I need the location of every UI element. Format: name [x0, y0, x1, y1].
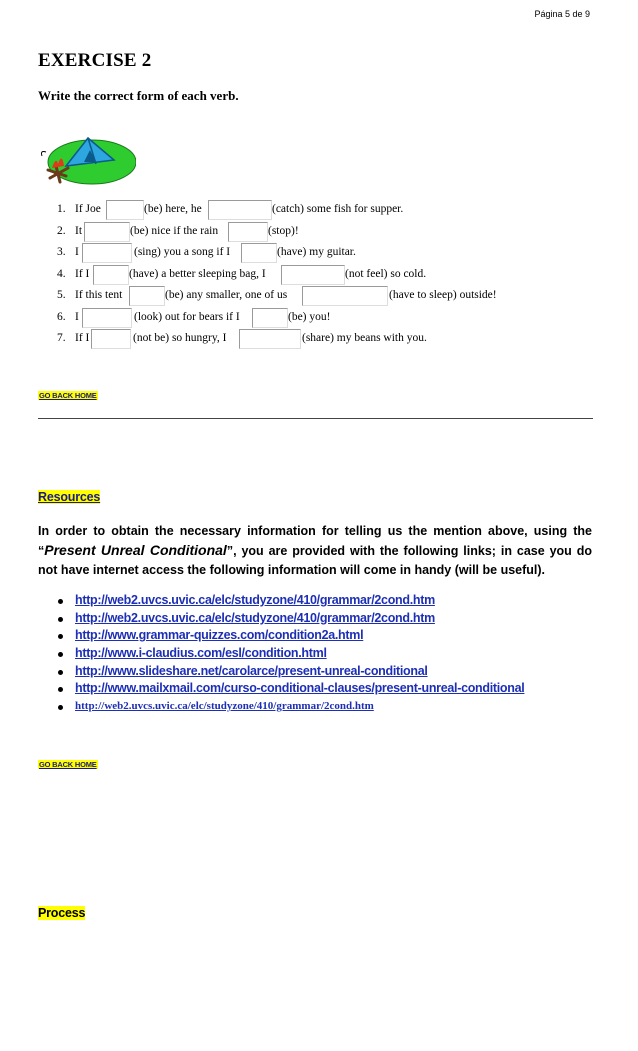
resource-link[interactable]: http://www.mailxmail.com/curso-conditional-clauses/present-unreal-conditional: [75, 681, 525, 696]
bullet-icon: [58, 687, 63, 692]
para-text: In order to obtain the necessary information for telling us the mention above, using the “: [38, 524, 592, 558]
bullet-icon: [58, 617, 63, 622]
answer-input[interactable]: [208, 200, 272, 220]
process-heading: Process: [38, 906, 86, 920]
item-text: If Joe: [75, 203, 101, 215]
item-text: (be) any smaller, one of us: [165, 289, 288, 301]
answer-input[interactable]: [239, 329, 301, 349]
bullet-icon: [58, 705, 63, 710]
bullet-icon: [58, 670, 63, 675]
item-number: 6.: [57, 310, 66, 323]
item-number: 1.: [57, 203, 66, 215]
answer-input[interactable]: [129, 286, 165, 306]
item-text: (catch) some fish for supper.: [272, 203, 404, 215]
resources-heading[interactable]: Resources: [38, 490, 101, 504]
bullet-icon: [58, 599, 63, 604]
answer-input[interactable]: [252, 308, 288, 328]
item-text: (have) my guitar.: [277, 246, 356, 258]
item-text: (be) you!: [288, 310, 331, 323]
resource-link[interactable]: http://www.grammar-quizzes.com/condition2a.html: [75, 628, 364, 643]
item-text: (not feel) so cold.: [345, 267, 427, 280]
exercise-instruction: Write the correct form of each verb.: [38, 88, 239, 103]
resource-link[interactable]: http://web2.uvcs.uvic.ca/elc/studyzone/410/grammar/2cond.htm: [75, 700, 374, 713]
item-number: 7.: [57, 332, 66, 344]
item-number: 3.: [57, 246, 66, 258]
item-text: (look) out for bears if I: [134, 310, 240, 323]
resource-link[interactable]: http://www.i-claudius.com/esl/condition.html: [75, 646, 327, 661]
resources-paragraph: [38, 522, 592, 580]
para-text: ”, you are provided with the following links; in case you do not have internet access the following information will come in handy (will be useful).: [38, 544, 592, 577]
item-text: It: [75, 224, 83, 237]
answer-input[interactable]: [82, 308, 132, 328]
item-text: (be) nice if the rain: [130, 224, 219, 237]
item-text: If this tent: [75, 289, 123, 301]
bullet-icon: [58, 652, 63, 657]
item-text: (share) my beans with you.: [302, 332, 427, 344]
answer-input[interactable]: [84, 222, 130, 242]
item-number: 4.: [57, 267, 66, 280]
item-text: If I: [75, 267, 90, 280]
item-text: If I: [75, 332, 90, 344]
exercise-title: EXERCISE 2: [38, 50, 152, 71]
item-number: 5.: [57, 289, 66, 301]
go-back-home-link[interactable]: GO BACK HOME: [39, 760, 97, 769]
item-text: I: [75, 246, 79, 258]
answer-input[interactable]: [241, 243, 277, 263]
answer-input[interactable]: [82, 243, 132, 263]
answer-input[interactable]: [106, 200, 144, 220]
resource-link[interactable]: http://web2.uvcs.uvic.ca/elc/studyzone/410/grammar/2cond.htm: [75, 610, 435, 625]
answer-input[interactable]: [228, 222, 268, 242]
para-emphasis: Present Unreal Conditional: [44, 542, 227, 558]
item-text: (sing) you a song if I: [134, 246, 231, 258]
item-number: 2.: [57, 224, 66, 237]
item-text: (have to sleep) outside!: [389, 289, 497, 301]
item-text: (stop)!: [268, 224, 299, 237]
camping-tent-campfire-icon: [36, 130, 136, 186]
answer-input[interactable]: [302, 286, 388, 306]
bullet-icon: [58, 634, 63, 639]
item-text: (not be) so hungry, I: [133, 332, 227, 344]
item-text: (have) a better sleeping bag, I: [129, 267, 266, 280]
answer-input[interactable]: [93, 265, 129, 285]
answer-input[interactable]: [281, 265, 345, 285]
item-text: I: [75, 310, 79, 323]
go-back-home-link[interactable]: GO BACK HOME: [39, 391, 97, 400]
resource-link[interactable]: http://web2.uvcs.uvic.ca/elc/studyzone/410/grammar/2cond.htm: [75, 593, 435, 607]
page-number: Página 5 de 9: [534, 9, 590, 19]
divider: [38, 418, 593, 419]
item-text: (be) here, he: [144, 203, 202, 215]
answer-input[interactable]: [91, 329, 131, 349]
resource-link[interactable]: http://www.slideshare.net/carolarce/present-unreal-conditional: [75, 663, 428, 678]
